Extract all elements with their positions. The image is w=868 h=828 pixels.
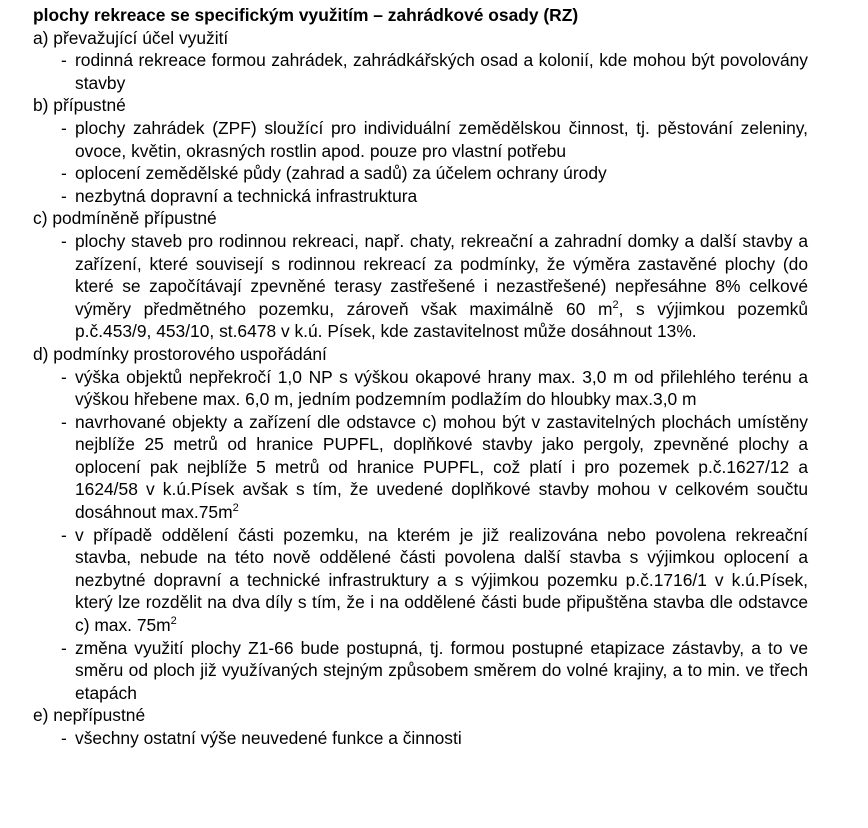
list-item: - plochy staveb pro rodinnou rekreaci, např. chaty, rekreační a zahradní domky a další stavby a zařízení, které souvisejí s rodinnou rekreací za podmínky, že výměra zastavěné plochy (do které se započítávají zpevněné terasy zastřešené i nezastřešené) nepřesáhne 8% celkové výměry předmětného pozemku, zároveň však maximálně 60 $m^2$, s výjimkou pozemků p.č.453/9, 453/10, st.6478 v k.ú. Písek, kde zastavitelnost může dosáhnout 13%.	[33, 230, 808, 343]
list-item: - výška objektů nepřekročí 1,0 NP s výškou okapové hrany max. 3,0 m od přilehlého terénu a výškou hřebene max. 6,0 m, jedním podzemním podlažím do hloubky max.3,0 m	[33, 366, 808, 411]
superscript: 2	[232, 502, 239, 515]
section-c-label: c) podmíněně přípustné	[33, 208, 217, 229]
list-item: - nezbytná dopravní a technická infrastruktura	[33, 185, 808, 208]
superscript: 2	[170, 615, 177, 628]
list-item: - navrhované objekty a zařízení dle odstavce c) mohou být v zastavitelných plochách umístěny nejblíže 25 metrů od hranice PUPFL, doplňkové stavby jako pergoly, zpevněné plochy a oplocení pak nejblíže 5 metrů od hranice PUPFL, což platí i pro pozemek p.č.1627/12 a 1624/58 v k.ú.Písek avšak s tím, že uvedené doplňkové stavby mohou v celkovém součtu dosáhnout $\max.75m^2$	[33, 411, 808, 524]
section-d-label: d) podmínky prostorového uspořádání	[33, 343, 327, 364]
section-e-list	[33, 727, 808, 750]
section-d-list	[33, 366, 808, 705]
list-item: - rodinná rekreace formou zahrádek, zahrádkářských osad a kolonií, kde mohou být povolovány stavby	[33, 49, 808, 94]
list-item: - plochy zahrádek (ZPF) sloužící pro individuální zemědělskou činnost, tj. pěstování zeleniny, ovoce, květin, okrasných rostlin apod. pouze pro vlastní potřebu	[33, 117, 808, 162]
section-c-list	[33, 230, 808, 343]
section-a-list	[33, 49, 808, 94]
list-item: - oplocení zemědělské půdy (zahrad a sadů) za účelem ochrany úrody	[33, 162, 808, 185]
superscript: 2	[612, 298, 619, 311]
list-item: - změna využití plochy Z1-66 bude postupná, tj. formou postupné etapizace zástavby, a to ve směru od ploch již využívaných stejným způsobem směrem do volné krajiny, a to min. ve třech etapách	[33, 637, 808, 705]
section-b-label: b) přípustné	[33, 95, 126, 116]
list-item: - všechny ostatní výše neuvedené funkce a činnosti	[33, 727, 808, 750]
document-title: plochy rekreace se specifickým využitím – zahrádkové osady (RZ)	[33, 5, 579, 25]
section-a-label: a) převažující účel využití	[33, 27, 229, 48]
list-item: - v případě oddělení části pozemku, na kterém je již realizována nebo povolena rekreační stavba, nebude na této nově oddělené části povolena další stavba s výjimkou oplocení a nezbytné dopravní a technické infrastruktury a s výjimkou pozemku p.č.1716/1 v k.ú.Písek, který lze rozdělit na dva díly s tím, že i na oddělené části bude připuštěna stavba dle odstavce c) max. $75m^2$	[33, 524, 808, 637]
section-e-label: e) nepřípustné	[33, 705, 146, 726]
section-b-list	[33, 117, 808, 207]
